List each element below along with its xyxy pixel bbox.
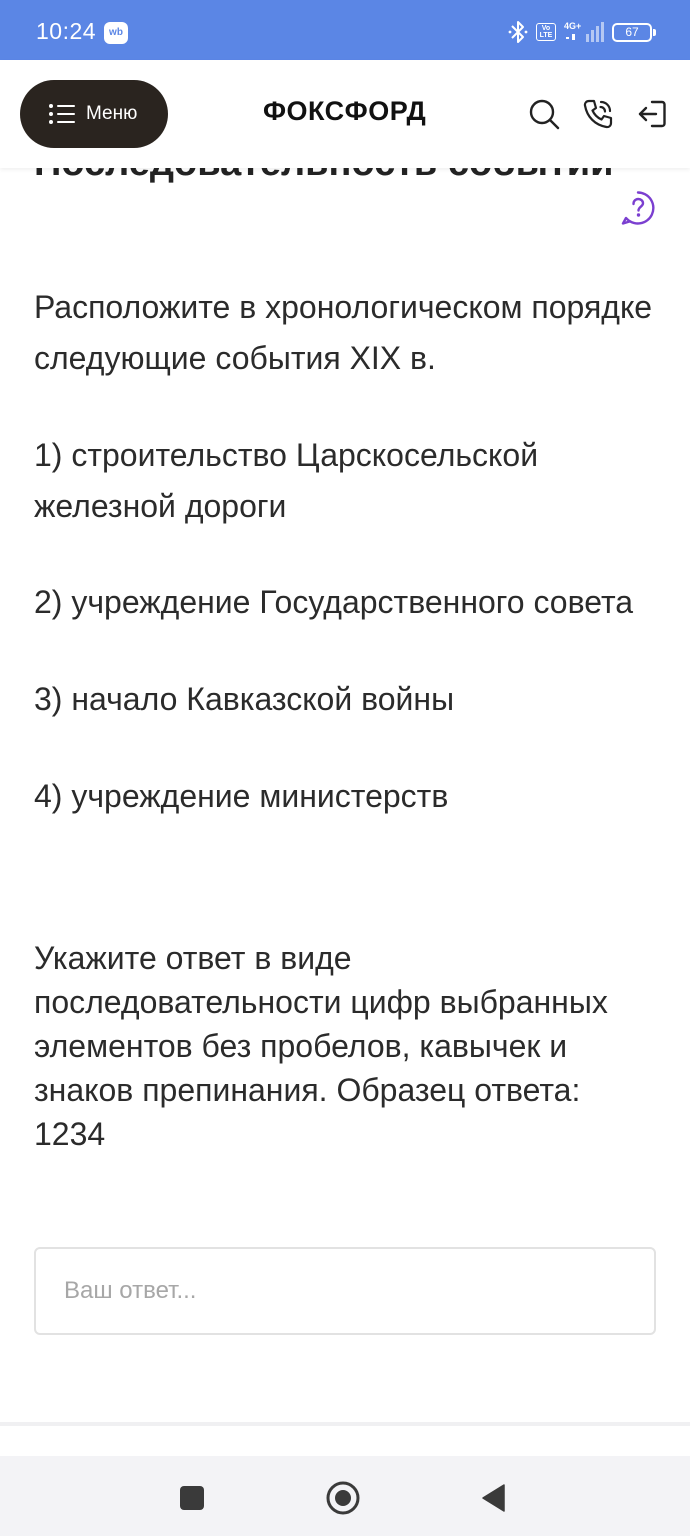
status-icons — [508, 18, 652, 46]
login-icon[interactable] — [636, 98, 668, 130]
foxford-logo[interactable]: ФОКСФОРД — [263, 96, 427, 126]
back-icon[interactable] — [476, 1480, 512, 1516]
answer-instructions: Укажите ответ в виде последовательности цифр выбранных элементов без пробелов, кавычек и знаков препинания. Образец ответа: 1234 — [34, 940, 608, 1152]
home-icon[interactable] — [325, 1480, 361, 1516]
menu-button[interactable] — [20, 80, 168, 148]
status-time: 10:24 — [36, 18, 97, 44]
task-prompt: Расположите в хронологическом порядке следующие события XIX в. — [34, 289, 653, 376]
answer-input[interactable] — [34, 1247, 656, 1335]
list-item: 4) учреждение министерств — [34, 778, 449, 814]
task-content — [0, 168, 690, 1424]
network-type: 4G+ — [564, 21, 582, 31]
app-header — [0, 60, 690, 168]
list-icon — [48, 103, 76, 125]
list-item: 3) начало Кавказской войны — [34, 681, 455, 717]
menu-label: Меню — [86, 103, 138, 124]
bluetooth-icon — [508, 19, 528, 45]
divider — [0, 1422, 690, 1426]
battery-indicator: 67 — [612, 23, 652, 42]
phone-icon[interactable] — [582, 98, 614, 130]
signal-icon — [564, 20, 604, 44]
status-bar — [0, 0, 690, 60]
recent-apps-icon[interactable] — [174, 1480, 210, 1516]
wb-app-icon: wb — [104, 22, 128, 44]
system-nav-bar — [0, 1456, 690, 1536]
volte-badge: Vo LTE — [536, 23, 556, 41]
search-icon[interactable] — [528, 98, 560, 130]
question-icon[interactable] — [620, 190, 656, 226]
list-item: 1) строительство Царскосельской железной дороги — [34, 437, 539, 524]
list-item: 2) учреждение Государственного совета — [34, 584, 634, 620]
